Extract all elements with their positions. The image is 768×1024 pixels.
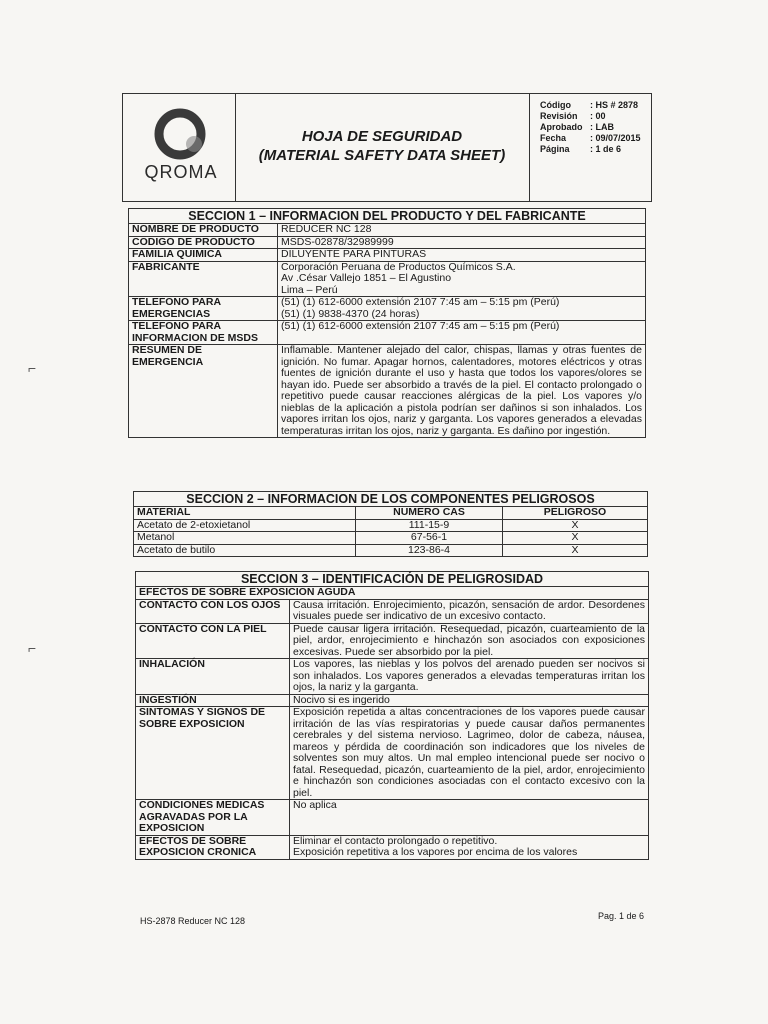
col-header-peligroso: PELIGROSO [503,507,648,520]
field-row [136,623,649,659]
value-line: (51) (1) 9838-4370 (24 horas) [281,307,420,320]
field-value: No aplica [290,800,649,836]
field-row [129,224,646,237]
field-value [290,835,649,859]
footer-page-number: Pag. 1 de 6 [598,911,645,921]
meta-row [540,100,651,111]
value-line: Eliminar el contacto prolongado o repetitivo. [293,834,498,847]
material-cell: Metanol [134,532,356,545]
meta-row [540,111,651,122]
field-value: DILUYENTE PARA PINTURAS [278,249,646,262]
logo-cell [123,94,236,201]
field-label: CODIGO DE PRODUCTO [129,236,278,249]
field-value: Nocivo si es ingerido [290,694,649,707]
margin-hole-mark: ⌐ [28,360,37,376]
hazard-cell: X [503,532,648,545]
section-3-title: SECCION 3 – IDENTIFICACIÓN DE PELIGROSIDAD [136,572,649,587]
section-3-subtitle: EFECTOS DE SOBRE EXPOSICION AGUDA [136,587,649,600]
section-1-table [128,208,646,438]
field-row [129,236,646,249]
field-label: FABRICANTE [129,261,278,297]
meta-value: : 00 [590,111,606,121]
field-label: FAMILIA QUIMICA [129,249,278,262]
field-label: INGESTIÓN [136,694,290,707]
field-row [129,261,646,297]
hazard-cell: X [503,544,648,557]
meta-key: Página [540,144,570,154]
cas-cell: 111-15-9 [356,519,503,532]
section-3-table [135,571,649,860]
footer-doc-id: HS-2878 Reducer NC 128 [140,916,246,926]
field-label: TELEFONO PARA EMERGENCIAS [129,297,278,321]
hazard-cell: X [503,519,648,532]
margin-hole-mark: ⌐ [28,640,37,656]
field-value [278,321,646,345]
field-label: CONTACTO CON LA PIEL [136,623,290,659]
field-row [136,707,649,800]
field-row [136,599,649,623]
field-label: RESUMEN DE EMERGENCIA [129,345,278,438]
meta-value: : LAB [590,122,614,132]
meta-key: Revisión [540,111,578,121]
cas-cell: 67-56-1 [356,532,503,545]
col-header-material: MATERIAL [134,507,356,520]
section-1-title: SECCION 1 – INFORMACION DEL PRODUCTO Y DEL FABRICANTE [129,209,646,224]
qroma-logo-icon [150,108,210,160]
col-header-cas: NUMERO CAS [356,507,503,520]
logo-text: QROMA [144,162,218,182]
field-row [129,321,646,345]
field-value: Causa irritación. Enrojecimiento, picazón, sensación de ardor. Desordenes visuales puede ser indicativo de un excesivo contacto. [290,599,649,623]
field-value [278,297,646,321]
section-2-table [133,491,648,557]
material-cell: Acetato de 2-etoxietanol [134,519,356,532]
material-cell: Acetato de butilo [134,544,356,557]
doc-title-line1: HOJA DE SEGURIDAD [301,128,463,145]
value-line: (51) (1) 612-6000 extensión 2107 7:45 am – 5:15 pm (Perú) [281,320,560,332]
table-row [134,544,648,557]
meta-row [540,122,651,133]
field-row [129,297,646,321]
meta-cell [530,94,651,201]
document-header [122,93,652,202]
field-value: REDUCER NC 128 [278,224,646,237]
section-2-title: SECCION 2 – INFORMACION DE LOS COMPONENTES PELIGROSOS [134,492,648,507]
value-line: Corporación Peruana de Productos Químicos S.A. [281,260,516,273]
field-label: TELEFONO PARA INFORMACION DE MSDS [129,321,278,345]
cas-cell: 123-86-4 [356,544,503,557]
field-label: INHALACIÓN [136,659,290,695]
field-row [136,835,649,859]
value-line: Exposición repetitiva a los vapores por encima de los valores [293,846,578,858]
value-line: (51) (1) 612-6000 extensión 2107 7:45 am – 5:15 pm (Perú) [281,296,560,308]
meta-key: Aprobado [540,122,583,132]
table-row [134,519,648,532]
field-label: EFECTOS DE SOBRE EXPOSICION CRONICA [136,835,290,859]
field-label: SINTOMAS Y SIGNOS DE SOBRE EXPOSICION [136,707,290,800]
meta-value: : 1 de 6 [590,144,622,154]
meta-key: Código [540,100,571,110]
field-value: Puede causar ligera irritación. Resequedad, picazón, cuarteamiento de la piel, ardor, enrojecimiento e hinchazón son asociados con exposiciones excesivas. Puede ser absorbido por la piel. [290,623,649,659]
field-row [136,800,649,836]
meta-row [540,144,651,155]
field-label: CONDICIONES MEDICAS AGRAVADAS POR LA EXPOSICION [136,800,290,836]
value-line: Av .César Vallejo 1851 – El Agustino [281,272,452,284]
field-value: Los vapores, las nieblas y los polvos del arenado pueden ser nocivos si son inhalados. Los vapores generados a elevadas temperaturas irritan los ojos, la nariz y la garganta. [290,659,649,695]
field-row [129,249,646,262]
field-row [136,659,649,695]
field-value [278,261,646,297]
field-label: CONTACTO CON LOS OJOS [136,599,290,623]
meta-value: : 09/07/2015 [590,133,641,143]
meta-key: Fecha [540,133,567,143]
title-cell [235,94,530,201]
value-line: Lima – Perú [281,283,338,296]
doc-title-line2: (MATERIAL SAFETY DATA SHEET) [258,147,506,164]
field-value: Exposición repetida a altas concentraciones de los vapores puede causar irritación de las vías respiratorias y puede causar daños permanentes cerebrales y del sistema nervioso. Lagrimeo, dolor de cabeza, náusea, mareos y pérdida de coordinación son indicadores que los niveles de solventes son muy altos. Un mal empleo intencional puede ser nocivo o fatal. Resequedad, picazón, cuarteamiento de la piel, ardor, enrojecimiento e hinchazón son condiciones asociadas con el contacto excesivo con la piel. [290,707,649,800]
field-row [136,694,649,707]
table-row [134,532,648,545]
field-label: NOMBRE DE PRODUCTO [129,224,278,237]
meta-row [540,133,651,144]
field-value: Inflamable. Mantener alejado del calor, chispas, llamas y otras fuentes de ignición. No fumar. Apagar hornos, calentadores, motores eléctricos y otras fuentes de ignición durante el uso y hasta que todos los vapores/olores se hayan ido. Puede ser absorbido a través de la piel. El contacto prolongado o repetitivo puede causar reacciones alérgicas de la piel. Los vapores y/o nieblas de la aplicación a pistola podrían ser dañinos si son inhalados. Los vapores irritan los ojos, nariz y garganta. Los vapores generados a elevadas temperaturas irritan los ojos, nariz y garganta. Es dañino por ingestión. [278,345,646,438]
field-value: MSDS-02878/32989999 [278,236,646,249]
meta-value: : HS # 2878 [590,100,639,110]
field-row [129,345,646,438]
